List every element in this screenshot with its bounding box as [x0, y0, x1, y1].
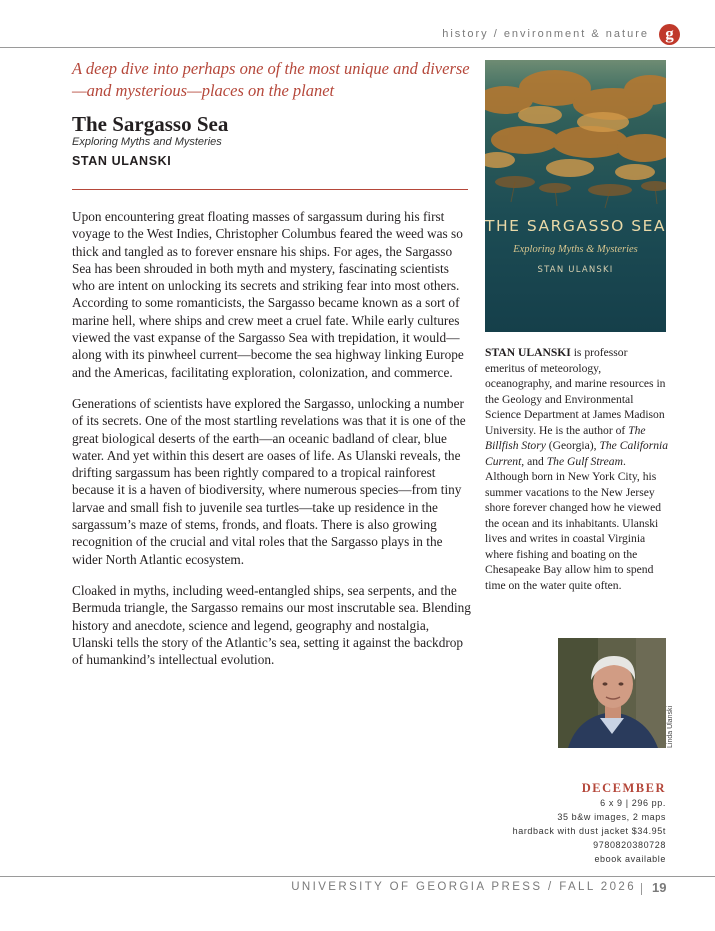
spec-line: 35 b&w images, 2 maps — [557, 812, 666, 822]
footer-publisher: UNIVERSITY OF GEORGIA PRESS / FALL 2026 — [291, 881, 636, 893]
description-paragraph: Upon encountering great floating masses of sargassum during his first voyage to the West Indies, Christopher Columbus feared the weed was so thick and tangled as to forever ensnare his ships. For ages, the Sargasso Sea has been shrouded in both myth and mystery, fascinating scientists who are intent on unlocking its secrets and striking fear into most others. According to some romanticists, the Sargasso became known as a sort of marine hell, where ships and crew meet a cruel fate. While early cultures viewed the vast expanse of the Sargasso Sea with trepidation, it would—along with its pinwheel current—become the sea highway linking Europe and the Americas, facilitating exploration, colonization, and commerce. — [72, 209, 464, 380]
bio-text: (Georgia), — [545, 439, 600, 452]
bio-text: is professor emeritus of meteorology, oceanography, and marine resources in the Geology and Environmental Science Department at James Madison University. He is the author of — [485, 346, 666, 437]
page-number: 19 — [652, 880, 667, 895]
footer-separator — [641, 883, 642, 895]
cover-author: STAN ULANSKI — [537, 265, 614, 275]
bio-text: , and — [521, 454, 547, 468]
author-photo — [558, 638, 666, 748]
book-tagline: A deep dive into perhaps one of the most unique and diverse—and mysterious—places on the planet — [72, 59, 470, 100]
header-divider — [0, 47, 715, 48]
cover-title: THE SARGASSO SEA — [485, 217, 666, 235]
bio-book-title: The Billfish Story — [485, 423, 646, 452]
press-logo-icon: g — [659, 24, 680, 45]
book-specs — [513, 780, 666, 866]
publication-month: DECEMBER — [581, 781, 666, 795]
author-portrait-illustration — [558, 638, 666, 748]
spec-line: 9780820380728 — [593, 840, 666, 850]
book-subtitle: Exploring Myths and Mysteries — [72, 136, 222, 148]
bio-book-title: The Gulf Stream — [546, 454, 623, 468]
book-description — [72, 208, 472, 682]
photo-credit: Linda Ulanski — [667, 705, 674, 748]
spec-line: hardback with dust jacket $34.95t — [512, 826, 666, 836]
author-bio — [485, 345, 670, 593]
sargassum-illustration — [485, 60, 666, 332]
bio-author-name: STAN ULANSKI — [485, 346, 571, 359]
cover-subtitle: Exploring Myths & Mysteries — [513, 244, 638, 255]
description-paragraph: Generations of scientists have explored the Sargasso, unlocking a number of its secrets. One of the most startling revelations was that it is one of the great biological deserts of the earth—an oceanic badland of clear, blue water. And yet within this desert are oases of life. As Ulanski reveals, the drifting sargassum has been rightly compared to a tropical rainforest because it is a haven of biodiversity, where numerous species—from tiny larvae and small fish to juvenile sea turtles—take up residence in the sargassum’s maze of stems, fronds, and floats. There is also growing recognition of the crucial and vital roles that the Sargasso plays in the wider North Atlantic ecosystem. — [72, 395, 466, 567]
author-name: STAN ULANSKI — [72, 154, 172, 168]
category-label: history / environment & nature — [442, 28, 649, 40]
book-cover-image — [485, 60, 666, 332]
footer-divider — [0, 876, 715, 877]
bio-text: . Although born in New York City, his summer vacations to the New Jersey shore forever changed how he viewed the ocean and its inhabitants. Ulanski lives and writes in coastal Virginia where fishing and boating on the Chesapeake Bay allow him to spend time on the water quite often. — [485, 454, 662, 592]
book-title: The Sargasso Sea — [72, 112, 229, 136]
title-divider — [72, 189, 468, 190]
spec-line: ebook available — [594, 854, 666, 864]
description-paragraph: Cloaked in myths, including weed-entangled ships, sea serpents, and the Bermuda triangle, the Sargasso remains our most inscrutable sea. Blending history and anecdote, science and legend, geography and nostalgia, Ulanski tells the story of the Atlantic’s sea, setting it against the backdrop of humankind’s intellectual evolution. — [72, 582, 471, 668]
spec-line: 6 x 9 | 296 pp. — [600, 798, 666, 808]
bio-book-title: The California Current — [485, 439, 669, 468]
